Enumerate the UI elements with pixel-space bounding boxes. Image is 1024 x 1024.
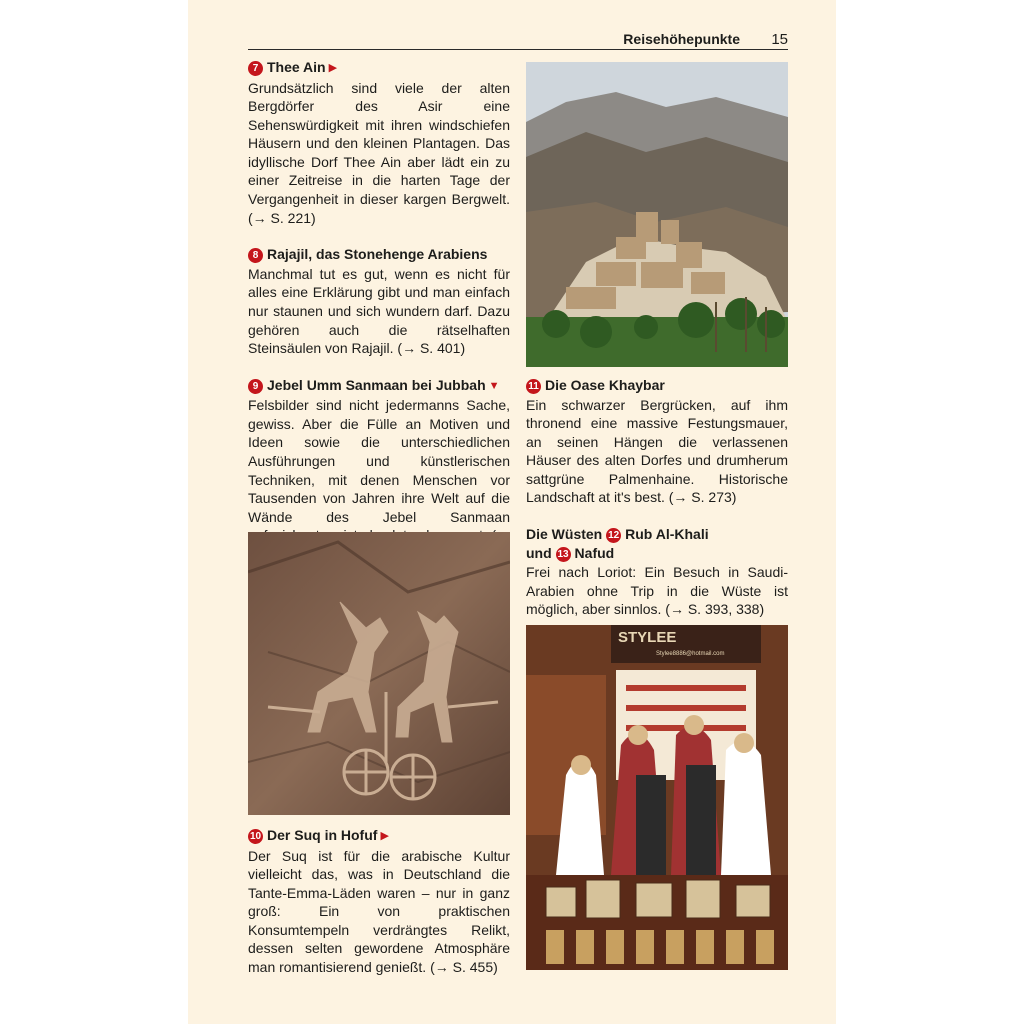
village-image xyxy=(526,62,788,367)
entry-heading xyxy=(248,376,510,396)
highlight-entry xyxy=(526,525,788,619)
entry-text: Manchmal tut es gut, wenn es nicht für alles eine Erklärung gibt und man einfach nur staunen und sich wundern darf. Dazu gehören auch die rätselhaften Steinsäulen von Rajajil. (→ S. 401) xyxy=(248,265,510,357)
rock-art-photo xyxy=(248,532,510,815)
entry-heading xyxy=(526,525,788,562)
entry-heading xyxy=(526,376,788,395)
running-header xyxy=(248,29,788,50)
entry-heading xyxy=(248,58,510,78)
entry-title-mid: und xyxy=(526,544,552,561)
shop-sign: STYLEE xyxy=(618,629,677,646)
left-column xyxy=(248,58,510,582)
entry-title: Rub Al-Khali xyxy=(625,526,709,543)
number-badge: 13 xyxy=(557,548,569,560)
triangle-marker-icon: ▶ xyxy=(328,62,338,74)
mountain-village-photo xyxy=(526,62,788,367)
entry-heading xyxy=(248,245,510,264)
number-badge: 8 xyxy=(248,248,263,263)
number-badge: 9 xyxy=(248,379,263,394)
entry-text: Frei nach Loriot: Ein Besuch in Saudi-Arabien ohne Trip in die Wüste ist möglich, aber sinnlos. (→ S. 393, 338) xyxy=(526,564,788,618)
entry-heading xyxy=(248,826,510,846)
market-photo xyxy=(526,625,788,970)
entry-title: Thee Ain xyxy=(267,59,326,75)
book-page xyxy=(188,0,836,1024)
number-badge: 7 xyxy=(248,61,263,76)
entry-title: Der Suq in Hofuf xyxy=(267,827,378,843)
petroglyph-image xyxy=(248,532,510,815)
number-badge: 12 xyxy=(608,530,620,542)
number-badge: 10 xyxy=(249,831,262,842)
entry-title: Jebel Umm Sanmaan bei Jubbah xyxy=(267,376,486,393)
entry-title: Nafud xyxy=(574,544,615,561)
entry-text: Ein schwarzer Bergrücken, auf ihm thronend eine massive Festungsmauer, an seinen Hängen die verlassenen Häuser des alten Dorfes und drumherum sattgrüne Palmenhaine. Historische Landschaft at it's best. (→ S. 273) xyxy=(526,396,788,506)
entry-text: Der Suq ist für die arabische Kultur vielleicht das, was in Deutschland die Tante-Emma-Läden waren – nur in ganz groß: Ein von praktischen Konsumtempeln verdrängtes Relikt, dessen selten gewordene Atmosphäre man romantisierend genießt. (→ S. 455) xyxy=(248,847,510,976)
highlight-entry xyxy=(248,245,510,357)
suq-image xyxy=(526,625,788,970)
number-badge: 11 xyxy=(526,379,541,394)
entry-title: Die Oase Khaybar xyxy=(545,377,665,393)
right-column xyxy=(526,376,788,637)
highlight-entry xyxy=(248,826,510,977)
shop-email: Stylee8886@hotmail.com xyxy=(656,651,725,657)
entry-title: Rajajil, das Stonehenge Arabiens xyxy=(267,246,488,263)
entry-text: Grundsätzlich sind viele der alten Bergdörfer des Asir eine Sehenswürdigkeit mit ihren windschiefen Häusern und den kleinen Plantagen. Das idyllische Dorf Thee Ain aber lädt ein zu einer Zeitreise in die harten Tage der Vergangenheit in dieser kargen Bergwelt. (→ S. 221) xyxy=(248,79,510,226)
entry-text: Felsbilder sind nicht jedermanns Sache, gewiss. Aber die Fülle an Motiven und Ideen sowie die unterschiedlichen Ausführungen und künstlerischen Techniken, mit denen Menschen vor Tausenden von Jahren ihre Welt auf die Wände des Jebel Sanmaan xyxy=(248,397,510,525)
triangle-marker-icon: ▼ xyxy=(488,379,500,392)
section-title: Reisehöhepunkte xyxy=(623,31,740,47)
page-number: 15 xyxy=(771,31,788,48)
entry-title-prefix: Die Wüsten xyxy=(526,526,603,543)
highlight-entry xyxy=(526,376,788,507)
highlight-entry xyxy=(248,58,510,227)
triangle-marker-icon: ▶ xyxy=(380,830,389,842)
left-column-bottom xyxy=(248,826,510,995)
